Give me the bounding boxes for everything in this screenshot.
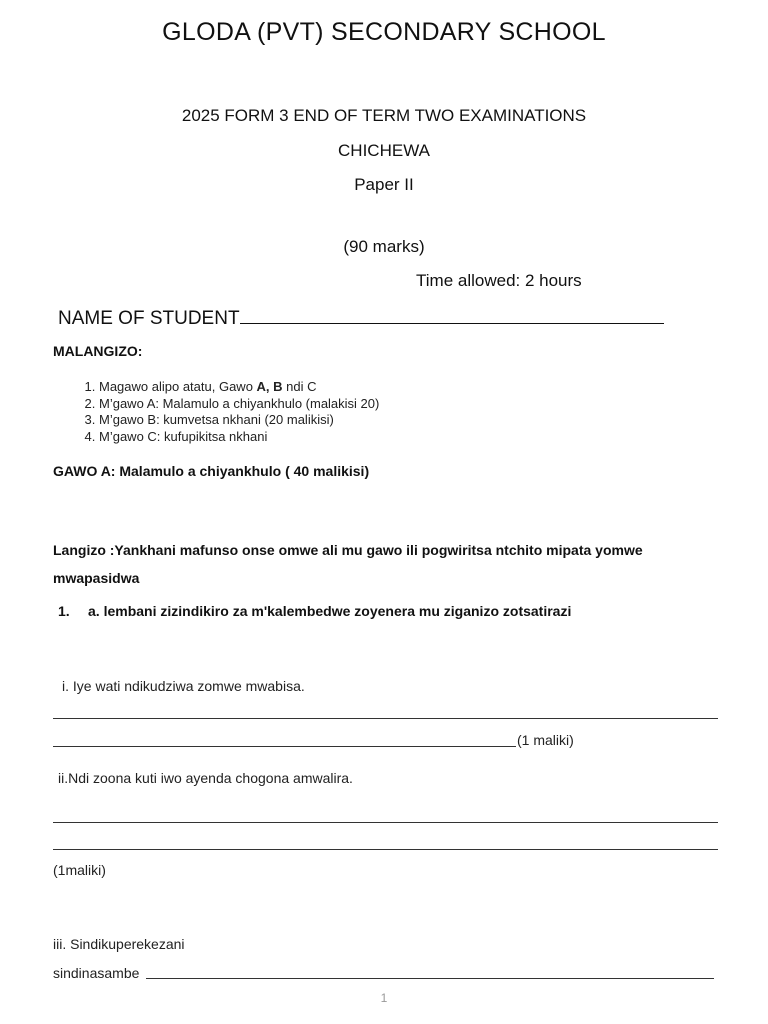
instructions-title: MALANGIZO: <box>53 343 143 359</box>
sub-question-i: i. Iye wati ndikudziwa zomwe mwabisa. <box>62 678 305 694</box>
student-name-row <box>58 306 664 330</box>
instruction-item: 3. M’gawo B: kumvetsa nkhani (20 malikisi) <box>99 412 379 429</box>
answer-line[interactable] <box>53 849 718 850</box>
question-1-number: 1. <box>58 603 70 619</box>
sub-question-iii-continued: sindinasambe <box>53 965 140 981</box>
instruction-item: 1. Magawo alipo atatu, Gawo A, B ndi C <box>99 379 379 396</box>
instruction-item: 4. M’gawo C: kufupikitsa nkhani <box>99 429 379 446</box>
section-a-instruction: Langizo :Yankhani mafunso onse omwe ali mu gawo ili pogwiritsa ntchito mipata yomwe mwapasidwa <box>53 542 643 586</box>
sub-question-ii-marks: (1maliki) <box>53 862 106 878</box>
section-a-title: GAWO A: Malamulo a chiyankhulo ( 40 malikisi) <box>53 463 370 479</box>
answer-line[interactable] <box>146 978 714 979</box>
question-1-text: a. lembani zizindikiro za m'kalembedwe zoyenera mu ziganizo zotsatirazi <box>88 603 572 619</box>
page-number: 1 <box>380 991 388 1005</box>
answer-line[interactable] <box>53 822 718 823</box>
subject-title: CHICHEWA <box>338 141 430 160</box>
sub-question-ii: ii.Ndi zoona kuti iwo ayenda chogona amwalira. <box>58 770 353 786</box>
sub-question-iii: iii. Sindikuperekezani <box>53 936 185 952</box>
paper-title: Paper II <box>354 175 414 194</box>
answer-line[interactable] <box>53 746 516 747</box>
instructions-list <box>53 379 379 445</box>
student-name-line[interactable] <box>240 306 664 324</box>
answer-line[interactable] <box>53 718 718 719</box>
question-1 <box>58 603 571 619</box>
sub-question-i-marks: (1 maliki) <box>517 732 574 748</box>
time-allowed: Time allowed: 2 hours <box>416 271 582 290</box>
school-name: GLODA (PVT) SECONDARY SCHOOL <box>162 18 606 46</box>
student-name-label: NAME OF STUDENT <box>58 308 240 329</box>
instruction-item: 2. M’gawo A: Malamulo a chiyankhulo (malakisi 20) <box>99 396 379 413</box>
total-marks: (90 marks) <box>343 237 425 256</box>
exam-title: 2025 FORM 3 END OF TERM TWO EXAMINATIONS <box>181 106 587 125</box>
